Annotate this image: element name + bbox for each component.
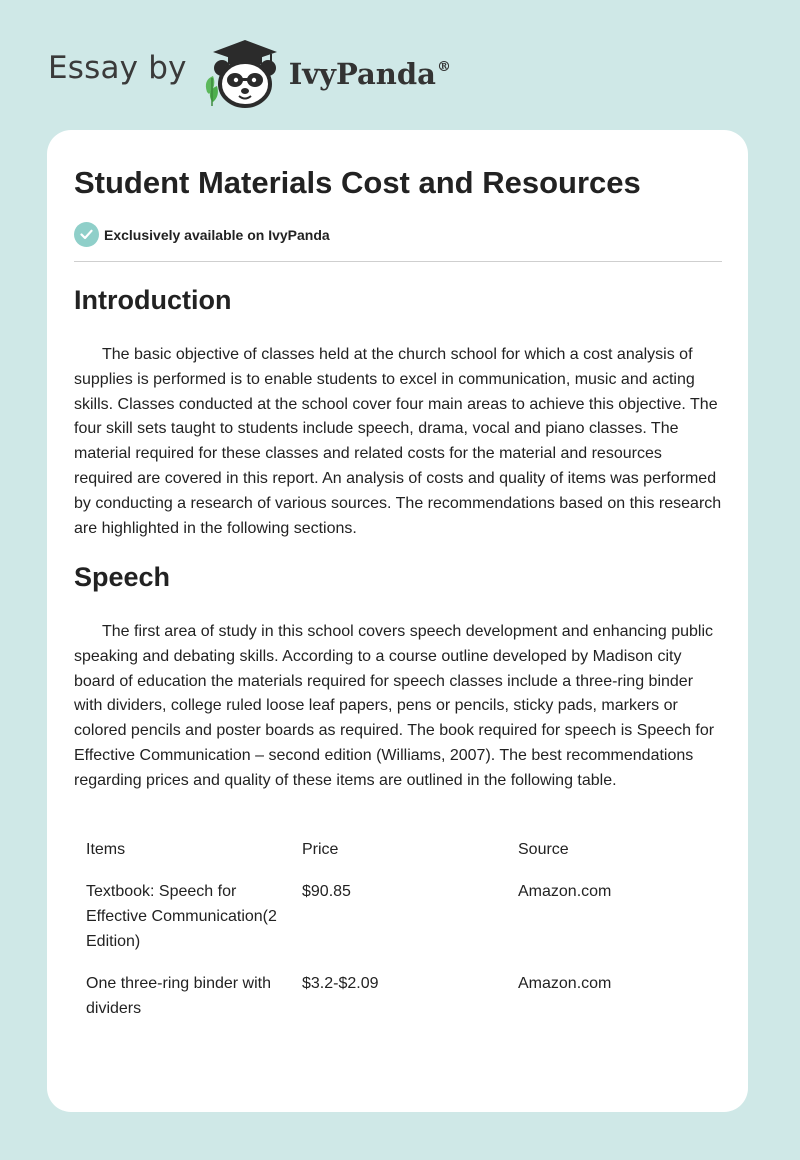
brand-header[interactable] bbox=[48, 34, 451, 110]
brand-name: IvyPanda® bbox=[288, 57, 451, 91]
table-cell-source: Amazon.com bbox=[518, 975, 612, 992]
divider bbox=[74, 261, 722, 262]
table-header-source: Source bbox=[518, 841, 569, 858]
exclusive-label: Exclusively available on IvyPanda bbox=[104, 226, 330, 243]
table-header-row bbox=[74, 832, 722, 872]
panda-logo-icon bbox=[201, 34, 285, 110]
table-cell-source: Amazon.com bbox=[518, 883, 612, 900]
table-cell-price: $90.85 bbox=[302, 883, 351, 900]
table-cell-item: Textbook: Speech for Effective Communication(2 Edition) bbox=[86, 883, 277, 950]
check-icon bbox=[74, 222, 99, 247]
page-title: Student Materials Cost and Resources bbox=[74, 165, 641, 200]
essay-card bbox=[47, 130, 748, 1112]
section-heading-speech: Speech bbox=[74, 562, 171, 592]
exclusive-badge bbox=[74, 222, 330, 247]
section-body-introduction: The basic objective of classes held at the church school for which a cost analysis of supplies is performed is to enable students to excel in communication, music and acting skills. Classes conducted at the school cover four main areas to achieve this objective. The four skill sets taught to students include speech, drama, vocal and piano classes. The material required for these classes and related costs for the material and resources required are covered in this report. An analysis of costs and quality of items was performed by conducting a research of various sources. The recommendations based on this research are highlighted in the following sections. bbox=[74, 346, 722, 537]
table-cell-price: $3.2-$2.09 bbox=[302, 975, 379, 992]
table-header-items: Items bbox=[86, 841, 126, 858]
table-row bbox=[74, 964, 722, 1031]
section-heading-introduction: Introduction bbox=[74, 285, 232, 315]
table-header-price: Price bbox=[302, 841, 339, 858]
section-body-speech: The first area of study in this school covers speech development and enhancing public speaking and debating skills. According to a course outline developed by Madison city board of education the materials required for speech classes include a three-ring binder with dividers, college ruled loose leaf papers, pens or pencils, sticky pads, markers or colored pencils and poster boards as required. The book required for speech is Speech for Effective Communication – second edition (Williams, 2007). The best recommendations regarding prices and quality of these items are outlined in the following table. bbox=[74, 623, 715, 789]
materials-table bbox=[74, 832, 722, 1031]
table-row bbox=[74, 872, 722, 964]
table-cell-item: One three-ring binder with dividers bbox=[86, 975, 271, 1017]
brand-prefix: Essay by bbox=[48, 50, 187, 86]
